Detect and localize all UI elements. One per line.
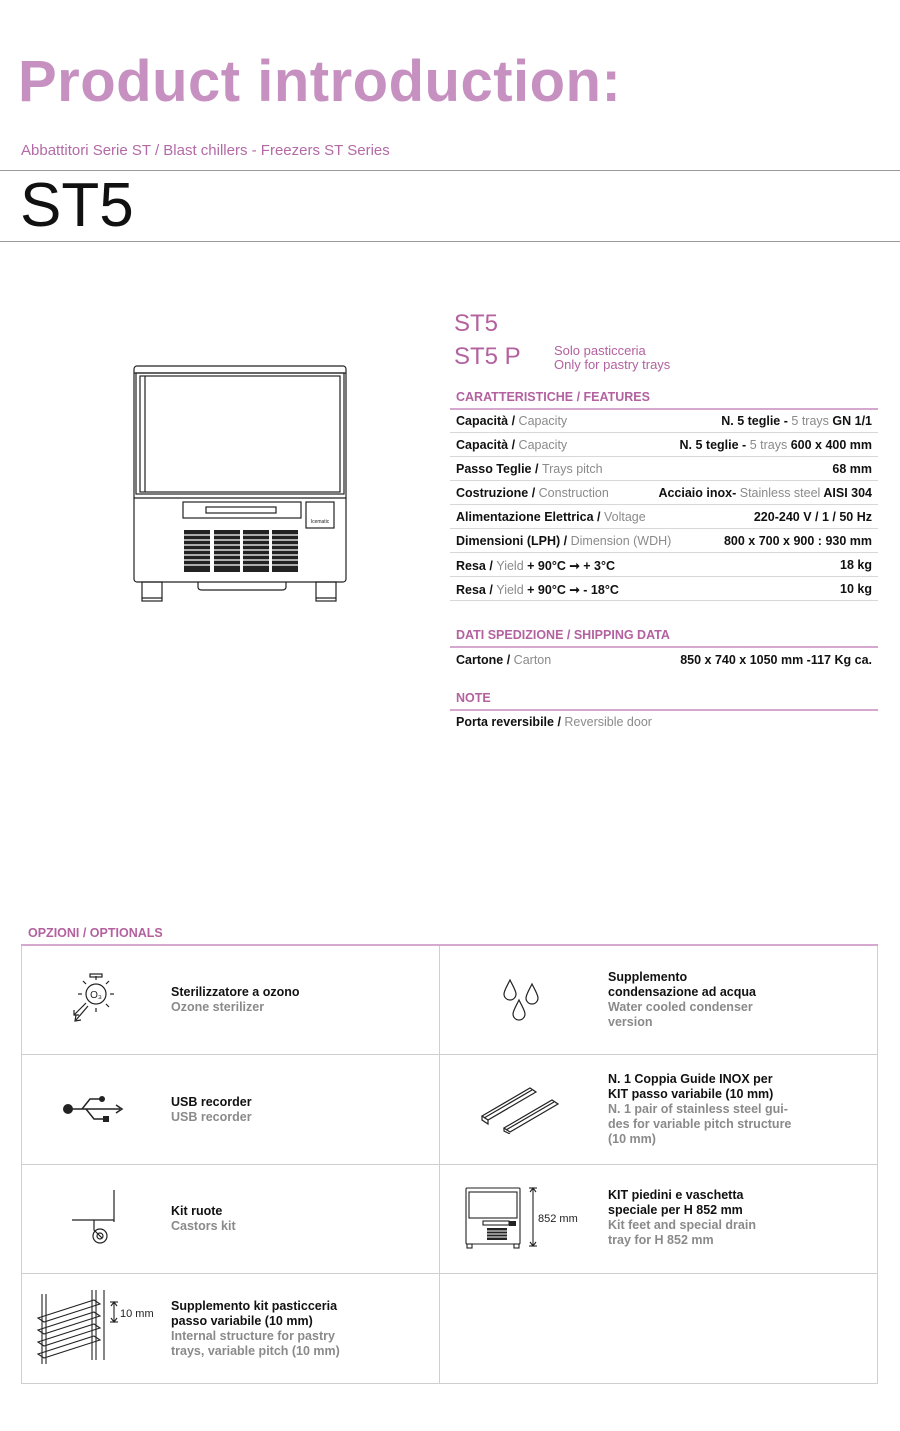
option-water-condenser <box>608 970 756 1030</box>
spec-label <box>456 582 619 597</box>
spec-value-main: 10 kg <box>840 582 872 596</box>
option-line: Supplemento <box>608 970 688 984</box>
option-line: speciale per H 852 mm <box>608 1203 743 1217</box>
spec-row <box>450 530 878 553</box>
option-ozone <box>171 985 300 1015</box>
model-title: ST5 <box>20 171 134 240</box>
option-castors <box>171 1204 236 1234</box>
option-line: Internal structure for pastry <box>171 1329 335 1343</box>
option-usb-it: USB recorder <box>171 1095 252 1109</box>
spec-value <box>658 486 872 500</box>
spec-value-it: Acciaio inox- <box>658 486 737 500</box>
ozone-icon <box>66 970 122 1026</box>
option-line: Water cooled condenser <box>608 1000 753 1014</box>
option-line: condensazione ad acqua <box>608 985 756 999</box>
castor-icon <box>68 1186 122 1248</box>
shipping-row <box>450 648 878 671</box>
option-usb <box>171 1095 252 1125</box>
spec-label-tail: + 90°C ➞ + 3°C <box>527 558 616 573</box>
spec-value-en: 5 trays <box>749 438 788 452</box>
option-line: Kit feet and special drain <box>608 1218 756 1232</box>
water-drops-icon <box>500 976 542 1024</box>
spec-label-en: Capacity <box>518 414 568 428</box>
grid-line <box>21 1273 878 1274</box>
spec-label <box>456 462 603 476</box>
usb-icon <box>60 1094 126 1126</box>
spec-label-en: Capacity <box>518 438 568 452</box>
spec-value <box>832 462 872 476</box>
guides-icon <box>478 1082 564 1134</box>
spec-value-it: N. 5 teglie - <box>721 414 788 428</box>
ozone-symbol: O₃ <box>90 990 102 1001</box>
page-title: Product introduction: <box>18 49 622 114</box>
spec-label-en: Yield <box>496 558 524 573</box>
option-line: Supplemento kit pasticceria <box>171 1299 338 1313</box>
spec-value-en: 5 trays <box>791 414 829 428</box>
spec-label-en: Yield <box>496 582 524 597</box>
option-line: N. 1 Coppia Guide INOX per <box>608 1072 773 1086</box>
spec-row <box>450 482 878 505</box>
spec-value-main: 600 x 400 mm <box>790 438 872 452</box>
spec-value <box>840 558 872 572</box>
spec-label-it: Resa / <box>456 582 493 597</box>
spec-label <box>456 558 615 573</box>
spec-label-it: Capacità / <box>456 414 516 428</box>
spec-value-main: 18 kg <box>840 558 872 572</box>
model-name-st5: ST5 <box>454 310 499 337</box>
spec-value-main: GN 1/1 <box>832 414 872 428</box>
pitch-label: 10 mm <box>120 1308 154 1320</box>
spec-label <box>456 510 646 524</box>
spec-label-en: Construction <box>538 486 609 500</box>
spec-label-it: Resa / <box>456 558 493 573</box>
product-illustration <box>128 362 352 610</box>
height-label: 852 mm <box>538 1213 578 1225</box>
spec-label <box>456 486 609 500</box>
shipping-value: 850 x 740 x 1050 mm -117 Kg ca. <box>680 652 872 667</box>
spec-label-it: Passo Teglie / <box>456 462 539 476</box>
spec-label-it: Dimensioni (LPH) / <box>456 534 568 548</box>
spec-label-it: Alimentazione Elettrica / <box>456 510 601 524</box>
option-guides <box>608 1072 791 1147</box>
spec-value-main: 68 mm <box>832 462 872 476</box>
option-ozone-it: Sterilizzatore a ozono <box>171 985 300 999</box>
option-line: KIT piedini e vaschetta <box>608 1188 744 1202</box>
spec-value <box>680 438 872 452</box>
note-heading: NOTE <box>456 691 491 705</box>
spec-label-it: Costruzione / <box>456 486 536 500</box>
spec-value-main: 220-240 V / 1 / 50 Hz <box>753 510 872 524</box>
option-pastry-kit <box>171 1299 340 1359</box>
spec-label <box>456 534 671 548</box>
spec-label-tail: + 90°C ➞ - 18°C <box>527 582 619 597</box>
pastry-rack-icon <box>34 1288 158 1368</box>
spec-value-main: AISI 304 <box>823 486 872 500</box>
model-note-it: Solo pasticceria <box>554 343 646 358</box>
grid-line <box>21 1164 878 1165</box>
features-heading: CARATTERISTICHE / FEATURES <box>456 390 650 404</box>
option-castors-en: Castors kit <box>171 1219 236 1233</box>
note-row <box>450 710 878 733</box>
spec-row <box>450 434 878 457</box>
model-note <box>554 344 670 372</box>
shipping-label-en: Carton <box>513 652 552 667</box>
spec-label-en: Trays pitch <box>541 462 603 476</box>
series-subtitle: Abbattitori Serie ST / Blast chillers - Freezers ST Series <box>21 142 390 159</box>
option-line: passo variabile (10 mm) <box>171 1314 313 1328</box>
divider <box>0 241 900 242</box>
spec-row <box>450 458 878 481</box>
spec-value <box>754 510 872 524</box>
spec-row <box>450 506 878 529</box>
option-line: version <box>608 1015 653 1029</box>
model-name-st5p: ST5 P <box>454 343 521 370</box>
spec-row <box>450 410 878 433</box>
spec-value-it: N. 5 teglie - <box>679 438 747 452</box>
option-usb-en: USB recorder <box>171 1110 252 1124</box>
option-line: KIT passo variabile (10 mm) <box>608 1087 774 1101</box>
option-line: des for variable pitch structure <box>608 1117 792 1131</box>
grid-line <box>21 1054 878 1055</box>
option-line: tray for H 852 mm <box>608 1233 714 1247</box>
spec-value-main: 800 x 700 x 900 : 930 mm <box>723 534 872 548</box>
spec-label <box>456 414 567 428</box>
option-ozone-en: Ozone sterilizer <box>171 1000 265 1014</box>
shipping-heading: DATI SPEDIZIONE / SHIPPING DATA <box>456 628 670 642</box>
note-label: Porta reversibile / <box>456 714 561 729</box>
divider <box>0 170 900 171</box>
spec-value <box>721 414 872 428</box>
option-line: N. 1 pair of stainless steel gui- <box>608 1102 788 1116</box>
option-line: trays, variable pitch (10 mm) <box>171 1344 340 1358</box>
model-note-en: Only for pastry trays <box>554 357 671 372</box>
optionals-heading: OPZIONI / OPTIONALS <box>28 926 163 940</box>
brand-label: Icematic <box>310 519 330 525</box>
spec-row <box>450 554 878 577</box>
spec-value-en: Stainless steel <box>739 486 821 500</box>
option-feet-kit <box>608 1188 756 1248</box>
feet-kit-icon <box>463 1185 583 1251</box>
spec-value <box>840 582 872 596</box>
spec-label-it: Capacità / <box>456 438 516 452</box>
shipping-label: Cartone / <box>456 652 511 667</box>
option-line: (10 mm) <box>608 1132 656 1146</box>
spec-row <box>450 578 878 601</box>
spec-value <box>724 534 872 548</box>
option-castors-it: Kit ruote <box>171 1204 223 1218</box>
note-label-en: Reversible door <box>564 714 652 729</box>
spec-label-en: Dimension (WDH) <box>570 534 672 548</box>
spec-label <box>456 438 567 452</box>
spec-label-en: Voltage <box>603 510 646 524</box>
